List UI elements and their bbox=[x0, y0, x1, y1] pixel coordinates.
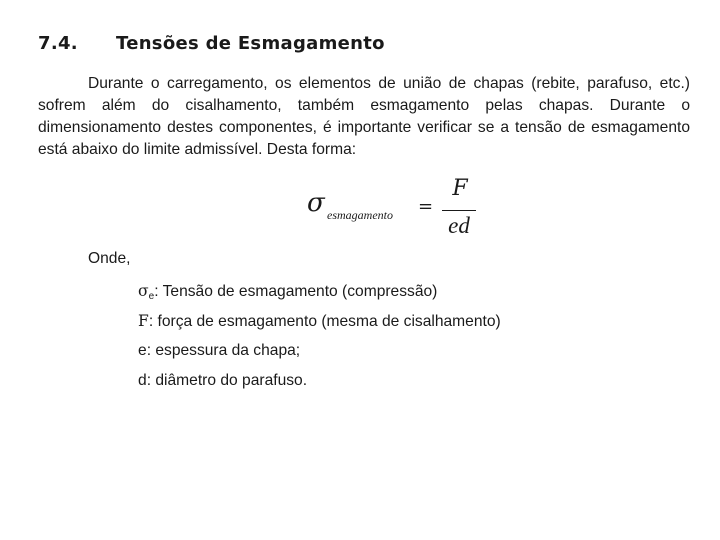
formula-fraction-bar bbox=[442, 210, 476, 211]
definition-item bbox=[138, 370, 501, 400]
section-number: 7.4. bbox=[38, 33, 78, 54]
definition-symbol: e bbox=[138, 342, 147, 359]
definition-symbol: σ bbox=[138, 282, 149, 300]
definition-item bbox=[138, 340, 501, 370]
definition-symbol: d bbox=[138, 372, 147, 389]
section-heading bbox=[38, 33, 385, 54]
formula bbox=[305, 176, 485, 244]
intro-paragraph: Durante o carregamento, os elementos de união de chapas (rebite, parafuso, etc.) sofrem além do cisalhamento, também esmagamento pelas chapas. Durante o dimensionamento destes componentes, é importante verificar se a tensão de esmagamento está abaixo do limite admissível. Desta forma: bbox=[38, 75, 690, 158]
definition-text: : espessura da chapa; bbox=[146, 342, 301, 359]
definition-text: : diâmetro do parafuso. bbox=[146, 372, 308, 389]
formula-equals: = bbox=[418, 196, 434, 217]
definition-item bbox=[138, 310, 501, 340]
formula-subscript: esmagamento bbox=[327, 208, 393, 222]
where-label: Onde, bbox=[88, 250, 131, 267]
definition-item bbox=[138, 280, 501, 310]
definitions-list bbox=[138, 280, 501, 400]
formula-sigma: σ bbox=[307, 188, 325, 218]
definition-text: : Tensão de esmagamento (compressão) bbox=[154, 283, 438, 300]
definition-text: : força de esmagamento (mesma de cisalhamento) bbox=[148, 313, 501, 330]
definition-symbol: F bbox=[138, 312, 149, 330]
formula-denominator: ed bbox=[448, 213, 470, 238]
formula-numerator: F bbox=[452, 176, 468, 201]
definition-subscript: e bbox=[148, 291, 155, 302]
section-title: Tensões de Esmagamento bbox=[116, 33, 385, 54]
